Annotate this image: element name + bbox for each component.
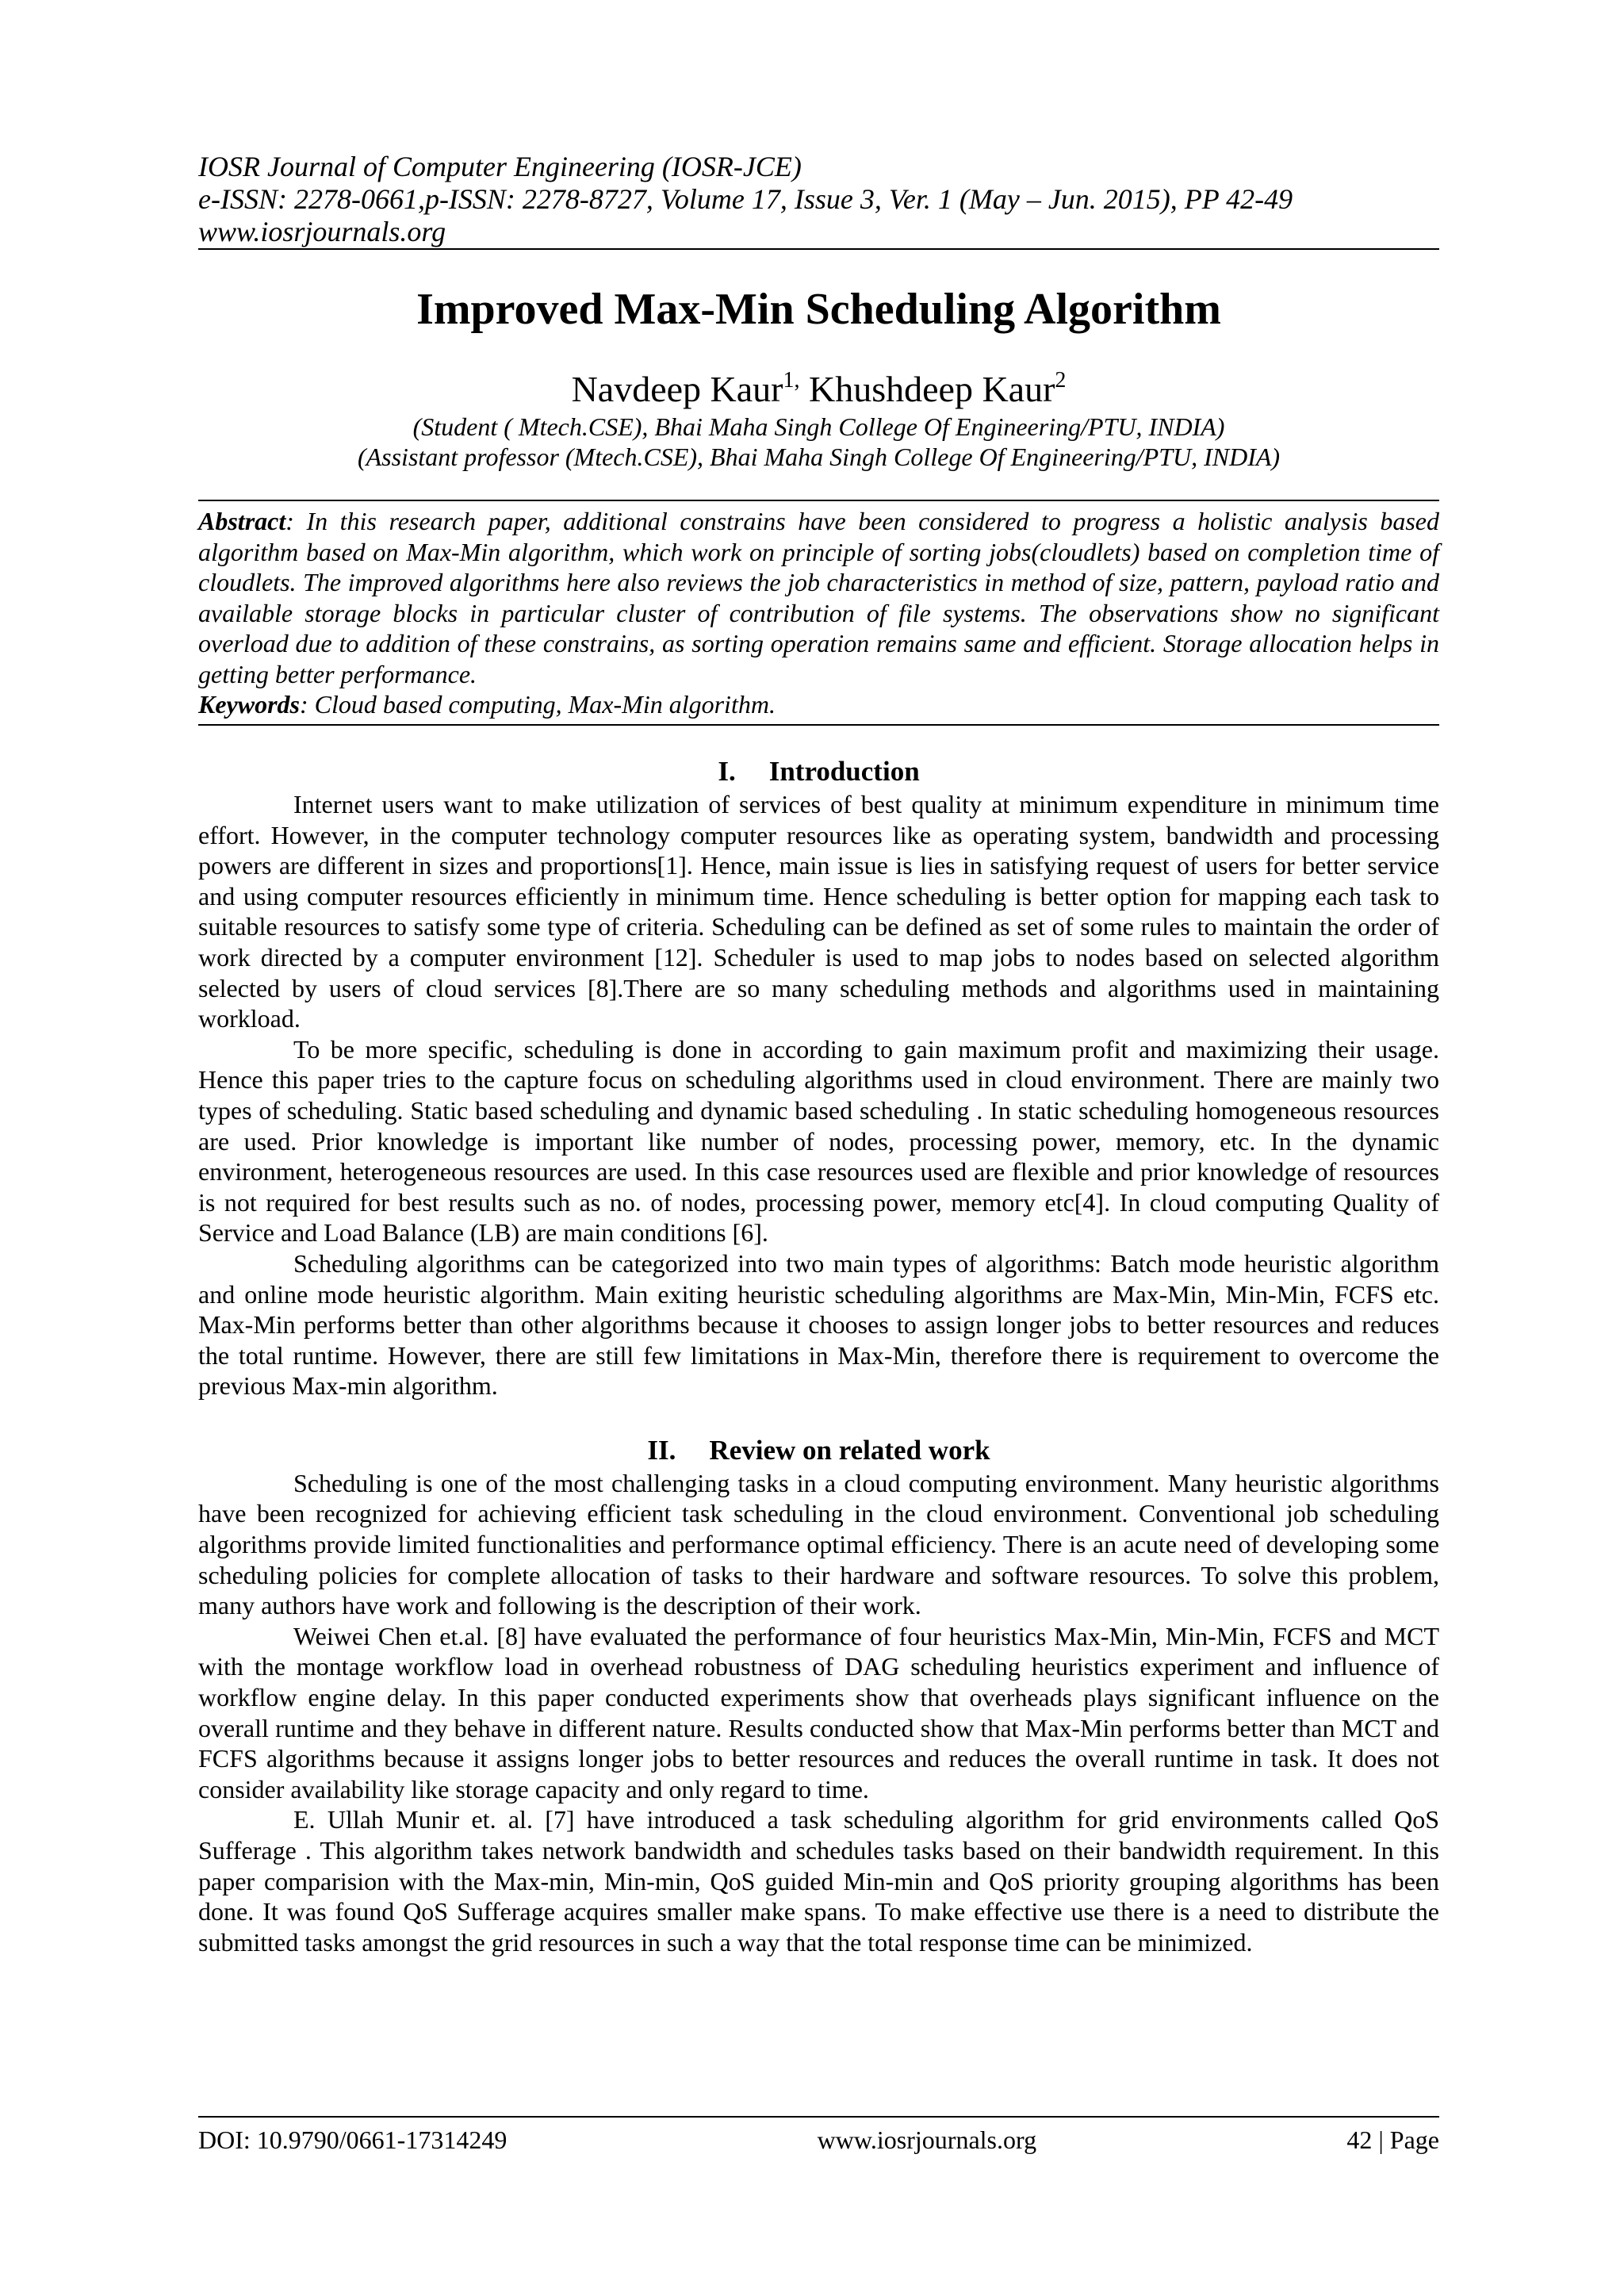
abstract-text: In this research paper, additional constrains have been considered to progress a holistic analysis based algorithm based on Max-Min algorithm, which work on principle of sorting jobs(cloudlets) based on completion time of cloudlets. The improved algorithms here also reviews the job characteristics in method of size, pattern, payload ratio and available storage blocks in particular cluster of contribution of file systems. The observations show no significant overload due to addition of these constrains, as sorting operation remains same and efficient. Storage allocation helps in getting better performance. xyxy=(198,507,1440,688)
paper-page xyxy=(198,151,1439,1957)
section-number: II. xyxy=(647,1434,676,1466)
journal-website[interactable]: www.iosrjournals.org xyxy=(198,216,446,247)
section-number: I. xyxy=(718,756,736,787)
journal-issn-line: e-ISSN: 2278-0661,p-ISSN: 2278-8727, Volume 17, Issue 3, Ver. 1 (May – Jun. 2015), PP 42-49 xyxy=(198,183,1293,215)
review-body xyxy=(198,1468,1439,1958)
abstract-block: Abstract: In this research paper, additional constrains have been considered to progress a holistic analysis based algorithm based on Max-Min algorithm, which work on principle of sorting jobs(cloudlets) based on completion time of cloudlets. The improved algorithms here also reviews the job characteristics in method of size, pattern, payload ratio and available storage blocks in particular cluster of contribution of file systems. The observations show no significant overload due to addition of these constrains, as sorting operation remains same and efficient. Storage allocation helps in getting better performance. xyxy=(198,507,1440,688)
paragraph: To be more specific, scheduling is done in according to gain maximum profit and maximizing their usage. Hence this paper tries to the capture focus on scheduling algorithms used in cloud environment. There are mainly two types of scheduling. Static based scheduling and dynamic based scheduling . In static scheduling homogeneous resources are used. Prior knowledge is important like number of nodes, processing power, memory, etc. In the dynamic environment, heterogeneous resources are used. In this case resources used are flexible and prior knowledge of resources is not required for best results such as no. of nodes, processing power, memory etc[4]. In cloud computing Quality of Service and Load Balance (LB) are main conditions [6]. xyxy=(198,1034,1439,1248)
section-heading-review xyxy=(198,1433,1439,1468)
section-title: Review on related work xyxy=(709,1434,990,1466)
keywords-block: Keywords: Cloud based computing, Max-Min algorithm. xyxy=(198,690,776,719)
paragraph: E. Ullah Munir et. al. [7] have introduced a task scheduling algorithm for grid environments called QoS Sufferage . This algorithm takes network bandwidth and schedules tasks based on their bandwidth requirement. In this paper comparision with the Max-min, Min-min, QoS guided Min-min and QoS priority grouping algorithms has been done. It was found QoS Sufferage acquires smaller make spans. To make effective use there is a need to distribute the submitted tasks amongst the grid resources in such a way that the total response time can be minimized. xyxy=(198,1805,1439,1957)
author-2-name: Khushdeep Kaur xyxy=(809,369,1055,409)
paragraph: Scheduling algorithms can be categorized into two main types of algorithms: Batch mode heuristic algorithm and online mode heuristic algorithm. Main exiting heuristic scheduling algorithms are Max-Min, Min-Min, FCFS etc. Max-Min performs better than other algorithms because it chooses to assign longer jobs to better resources and reduces the total runtime. However, there are still few limitations in Max-Min, therefore there is requirement to overcome the previous Max-min algorithm. xyxy=(198,1248,1439,1401)
affiliation-1: (Student ( Mtech.CSE), Bhai Maha Singh College Of Engineering/PTU, INDIA) xyxy=(412,412,1225,441)
journal-header xyxy=(198,151,1439,248)
paragraph: Scheduling is one of the most challenging tasks in a cloud computing environment. Many heuristic algorithms have been recognized for achieving efficient task scheduling in the cloud environment. Conventional job scheduling algorithms provide limited functionalities and performance optimal efficiency. There is an acute need of developing some scheduling policies for complete allocation of tasks to their hardware and software resources. To solve this problem, many authors have work and following is the description of their work. xyxy=(198,1468,1439,1620)
paragraph: Internet users want to make utilization of services of best quality at minimum expenditure in minimum time effort. However, in the computer technology computer resources like as operating system, bandwidth and processing powers are different in sizes and proportions[1]. Hence, main issue is lies in satisfying request of users for better service and using computer resources efficiently in minimum time. Hence scheduling is better option for mapping each task to suitable resources to satisfy some type of criteria. Scheduling can be defined as set of some rules to maintain the order of work directed by a computer environment [12]. Scheduler is used to map jobs to nodes based on selected algorithm selected by users of cloud services [8].There are so many scheduling methods and algorithms used in maintaining workload. xyxy=(198,790,1439,1033)
footer-page-number: 42 | Page xyxy=(1346,2125,1439,2154)
author-line xyxy=(198,367,1439,412)
abstract-bottom-divider xyxy=(198,724,1439,726)
keywords-text: Cloud based computing, Max-Min algorithm. xyxy=(314,690,776,719)
footer-doi: DOI: 10.9790/0661-17314249 xyxy=(198,2125,508,2154)
affiliation-2: (Assistant professor (Mtech.CSE), Bhai Maha Singh College Of Engineering/PTU, INDIA) xyxy=(357,443,1281,471)
paragraph: Weiwei Chen et.al. [8] have evaluated the performance of four heuristics Max-Min, Min-Min, FCFS and MCT with the montage workflow load in overhead robustness of DAG scheduling heuristics experiment and influence of workflow engine delay. In this paper conducted experiments show that overheads plays significant influence on the overall runtime and they behave in different nature. Results conducted show that Max-Min performs better than MCT and FCFS algorithms because it assigns longer jobs to better resources and reduces the overall runtime in task. It does not consider availability like storage capacity and only regard to time. xyxy=(198,1621,1439,1803)
page-footer xyxy=(198,2116,1439,2156)
footer-website[interactable]: www.iosrjournals.org xyxy=(817,2125,1037,2154)
abstract-label: Abstract xyxy=(198,507,286,535)
paper-title: Improved Max-Min Scheduling Algorithm xyxy=(416,285,1221,334)
keywords-label: Keywords xyxy=(198,690,300,719)
author-1-name: Navdeep Kaur xyxy=(571,369,783,409)
author-2-superscript: 2 xyxy=(1055,368,1067,393)
journal-name: IOSR Journal of Computer Engineering (IOSR-JCE) xyxy=(198,151,802,182)
header-divider xyxy=(198,248,1439,250)
section-heading-introduction xyxy=(198,754,1439,789)
section-title: Introduction xyxy=(768,756,920,787)
author-1-superscript: 1, xyxy=(783,368,800,393)
introduction-body xyxy=(198,789,1439,1401)
